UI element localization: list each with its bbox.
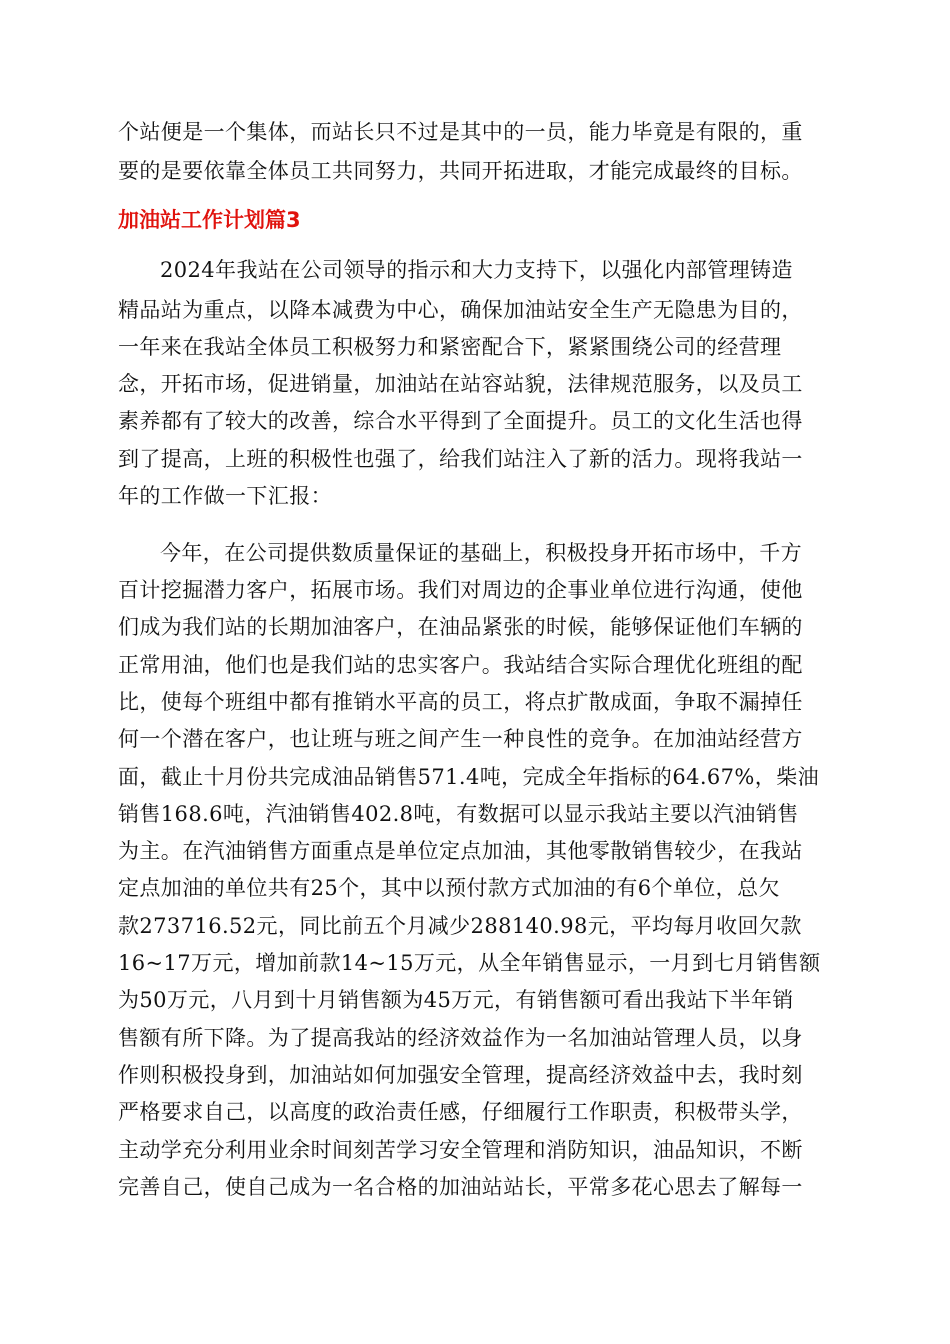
intro-line: 要的是要依靠全体员工共同努力，共同开拓进取，才能完成最终的目标。 <box>118 159 803 183</box>
paragraph1-line: 一年来在我站全体员工积极努力和紧密配合下，紧紧围绕公司的经营理 <box>118 335 782 359</box>
paragraph1-line: 到了提高，上班的积极性也强了，给我们站注入了新的活力。现将我站一 <box>118 447 803 471</box>
paragraph2-line: 为主。在汽油销售方面重点是单位定点加油，其他零散销售较少，在我站 <box>118 839 803 863</box>
paragraph2-line: 正常用油，他们也是我们站的忠实客户。我站结合实际合理优化班组的配 <box>118 653 803 677</box>
paragraph2-line: 今年，在公司提供数质量保证的基础上，积极投身开拓市场中，千方 <box>160 541 802 565</box>
paragraph2-line: 16~17万元，增加前款14~15万元，从全年销售显示，一月到七月销售额 <box>118 951 821 975</box>
paragraph1-line: 2024年我站在公司领导的指示和大力支持下，以强化内部管理铸造 <box>160 258 793 282</box>
paragraph1-line: 年的工作做一下汇报： <box>118 484 332 508</box>
paragraph2-line: 比，使每个班组中都有推销水平高的员工，将点扩散成面，争取不漏掉任 <box>118 690 803 714</box>
paragraph2-line: 款273716.52元，同比前五个月减少288140.98元，平均每月收回欠款 <box>118 914 802 938</box>
paragraph2-line: 百计挖掘潜力客户，拓展市场。我们对周边的企事业单位进行沟通，使他 <box>118 578 803 602</box>
paragraph2-line: 何一个潜在客户，也让班与班之间产生一种良性的竞争。在加油站经营方 <box>118 727 803 751</box>
paragraph2-line: 定点加油的单位共有25个，其中以预付款方式加油的有6个单位，总欠 <box>118 876 780 900</box>
paragraph2-line: 们成为我们站的长期加油客户，在油品紧张的时候，能够保证他们车辆的 <box>118 615 803 639</box>
paragraph1-line: 素养都有了较大的改善，综合水平得到了全面提升。员工的文化生活也得 <box>118 409 803 433</box>
paragraph1-line: 精品站为重点，以降本减费为中心，确保加油站安全生产无隐患为目的， <box>118 298 803 322</box>
intro-line: 个站便是一个集体，而站长只不过是其中的一员，能力毕竟是有限的，重 <box>118 120 803 144</box>
paragraph2-line: 销售168.6吨，汽油销售402.8吨，有数据可以显示我站主要以汽油销售 <box>118 802 799 826</box>
paragraph2-line: 主动学充分利用业余时间刻苦学习安全管理和消防知识，油品知识，不断 <box>118 1138 803 1162</box>
section-heading: 加油站工作计划篇3 <box>118 208 301 232</box>
paragraph2-line: 为50万元，八月到十月销售额为45万元，有销售额可看出我站下半年销 <box>118 988 794 1012</box>
paragraph1-line: 念，开拓市场，促进销量，加油站在站容站貌，法律规范服务，以及员工 <box>118 372 803 396</box>
paragraph2-line: 售额有所下降。为了提高我站的经济效益作为一名加油站管理人员，以身 <box>118 1026 803 1050</box>
paragraph2-line: 作则积极投身到，加油站如何加强安全管理，提高经济效益中去，我时刻 <box>118 1063 803 1087</box>
paragraph2-line: 完善自己，使自己成为一名合格的加油站站长，平常多花心思去了解每一 <box>118 1175 803 1199</box>
paragraph2-line: 面，截止十月份共完成油品销售571.4吨，完成全年指标的64.67%，柴油 <box>118 765 819 789</box>
paragraph2-line: 严格要求自己，以高度的政治责任感，仔细履行工作职责，积极带头学， <box>118 1100 803 1124</box>
